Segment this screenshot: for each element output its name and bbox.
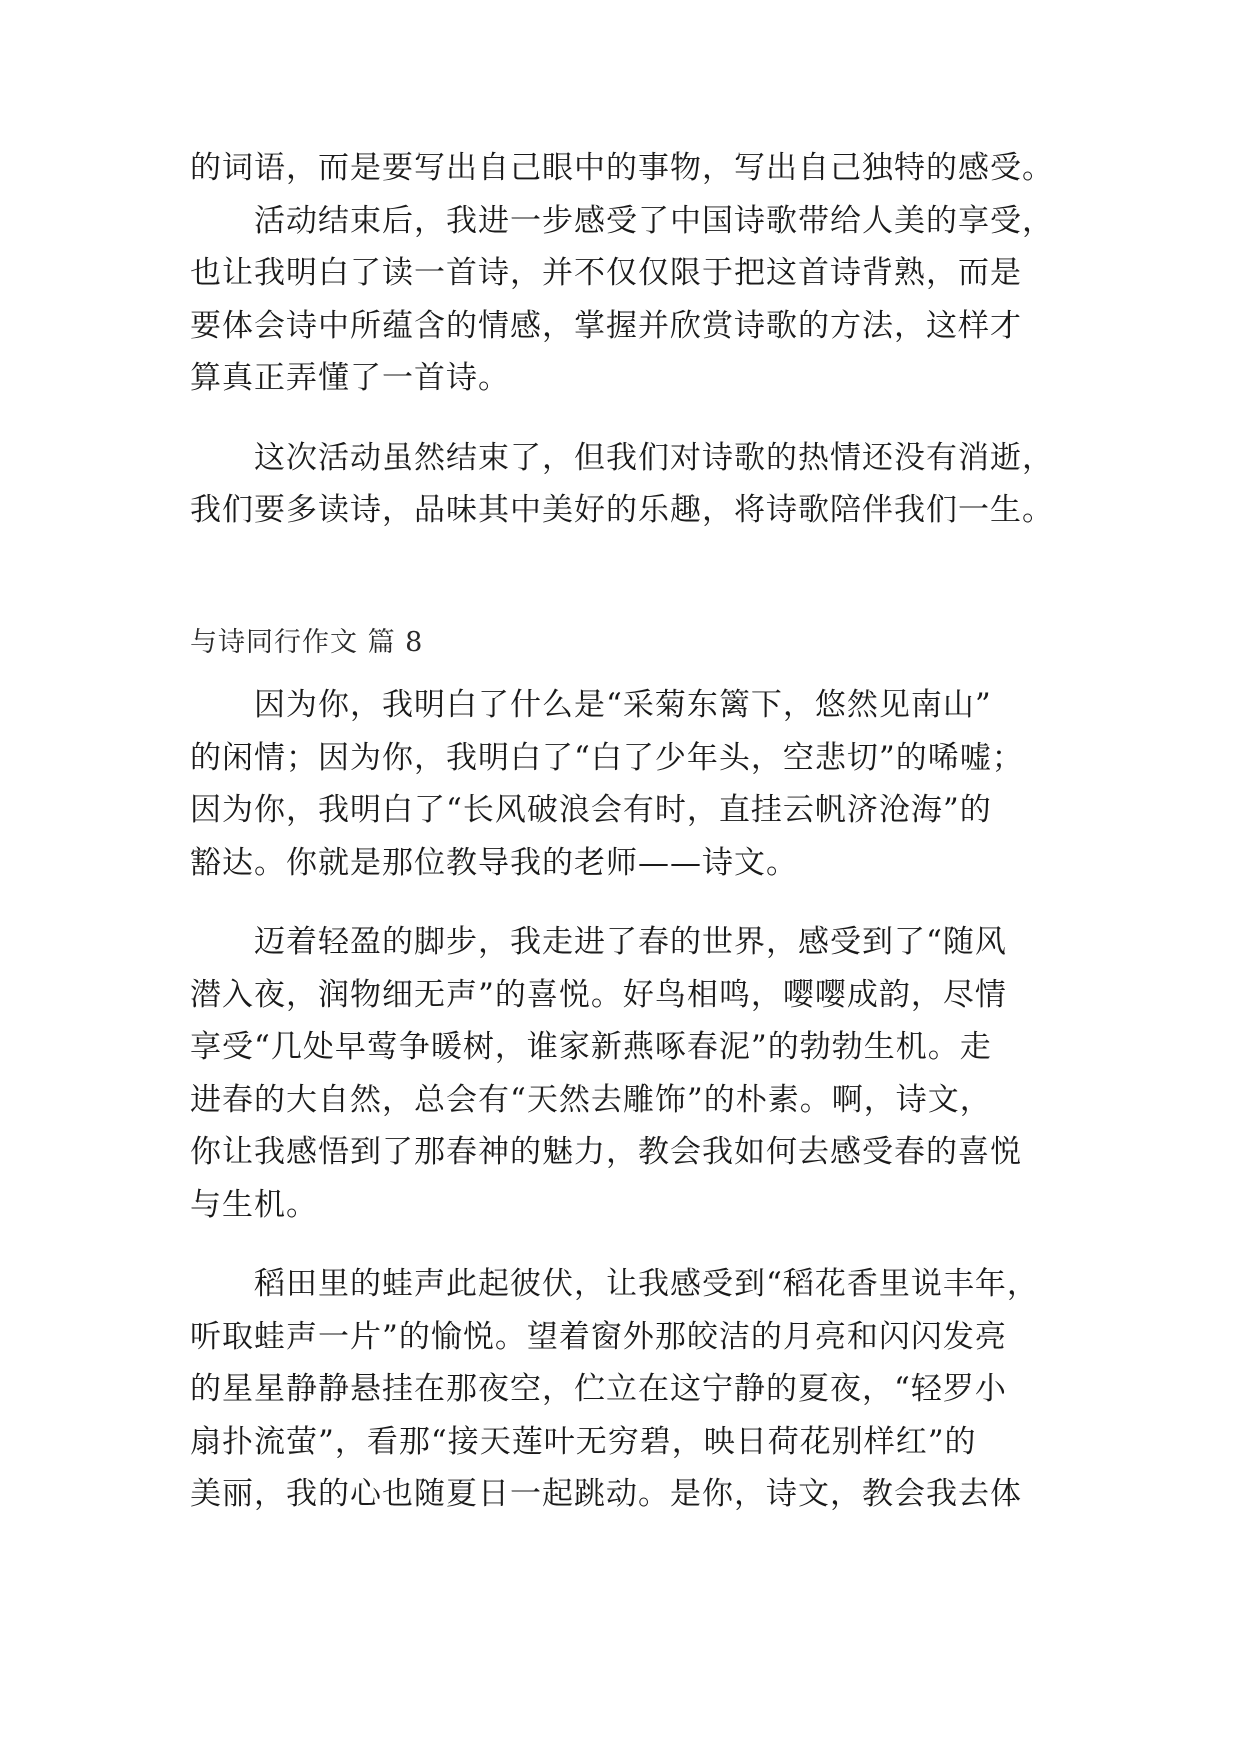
text-line: 活动结束后，我进一步感受了中国诗歌带给人美的享受， (190, 203, 1054, 239)
text-line: 我们要多读诗，品味其中美好的乐趣，将诗歌陪伴我们一生。 (190, 492, 1054, 528)
text-line: 的星星静静悬挂在那夜空，伫立在这宁静的夏夜，“轻罗小 (190, 1371, 1007, 1407)
text-line: 的闲情；因为你，我明白了“白了少年头，空悲切”的唏嘘； (190, 740, 1024, 776)
text-line: 享受“几处早莺争暖树，谁家新燕啄春泥”的勃勃生机。走 (190, 1029, 992, 1065)
text-line: 的词语，而是要写出自己眼中的事物，写出自己独特的感受。 (190, 150, 1054, 186)
text-line: 算真正弄懂了一首诗。 (190, 360, 510, 396)
text-line: 要体会诗中所蕴含的情感，掌握并欣赏诗歌的方法，这样才 (190, 308, 1022, 344)
text-line: 豁达。你就是那位教导我的老师——诗文。 (190, 845, 798, 881)
text-line: 稻田里的蛙声此起彼伏，让我感受到“稻花香里说丰年， (190, 1266, 1039, 1302)
text-line: 因为你，我明白了什么是“采菊东篱下，悠然见南山” (190, 687, 992, 723)
text-line: 潜入夜，润物细无声”的喜悦。好鸟相鸣，嘤嘤成韵，尽情 (190, 977, 1007, 1013)
text-line: 听取蛙声一片”的愉悦。望着窗外那皎洁的月亮和闪闪发亮 (190, 1319, 1007, 1355)
text-line: 也让我明白了读一首诗，并不仅仅限于把这首诗背熟，而是 (190, 255, 1022, 291)
text-line: 因为你，我明白了“长风破浪会有时，直挂云帆济沧海”的 (190, 792, 992, 828)
text-line: 扇扑流萤”，看那“接天莲叶无穷碧，映日荷花别样红”的 (190, 1424, 977, 1460)
text-line: 这次活动虽然结束了，但我们对诗歌的热情还没有消逝， (190, 440, 1054, 476)
text-line: 你让我感悟到了那春神的魅力，教会我如何去感受春的喜悦 (190, 1134, 1022, 1170)
section-heading: 与诗同行作文 篇 8 (190, 627, 424, 658)
text-line: 美丽，我的心也随夏日一起跳动。是你，诗文，教会我去体 (190, 1476, 1022, 1512)
text-line: 迈着轻盈的脚步，我走进了春的世界，感受到了“随风 (190, 924, 1007, 960)
text-line: 与生机。 (190, 1187, 318, 1223)
text-line: 进春的大自然，总会有“天然去雕饰”的朴素。啊，诗文， (190, 1082, 992, 1118)
